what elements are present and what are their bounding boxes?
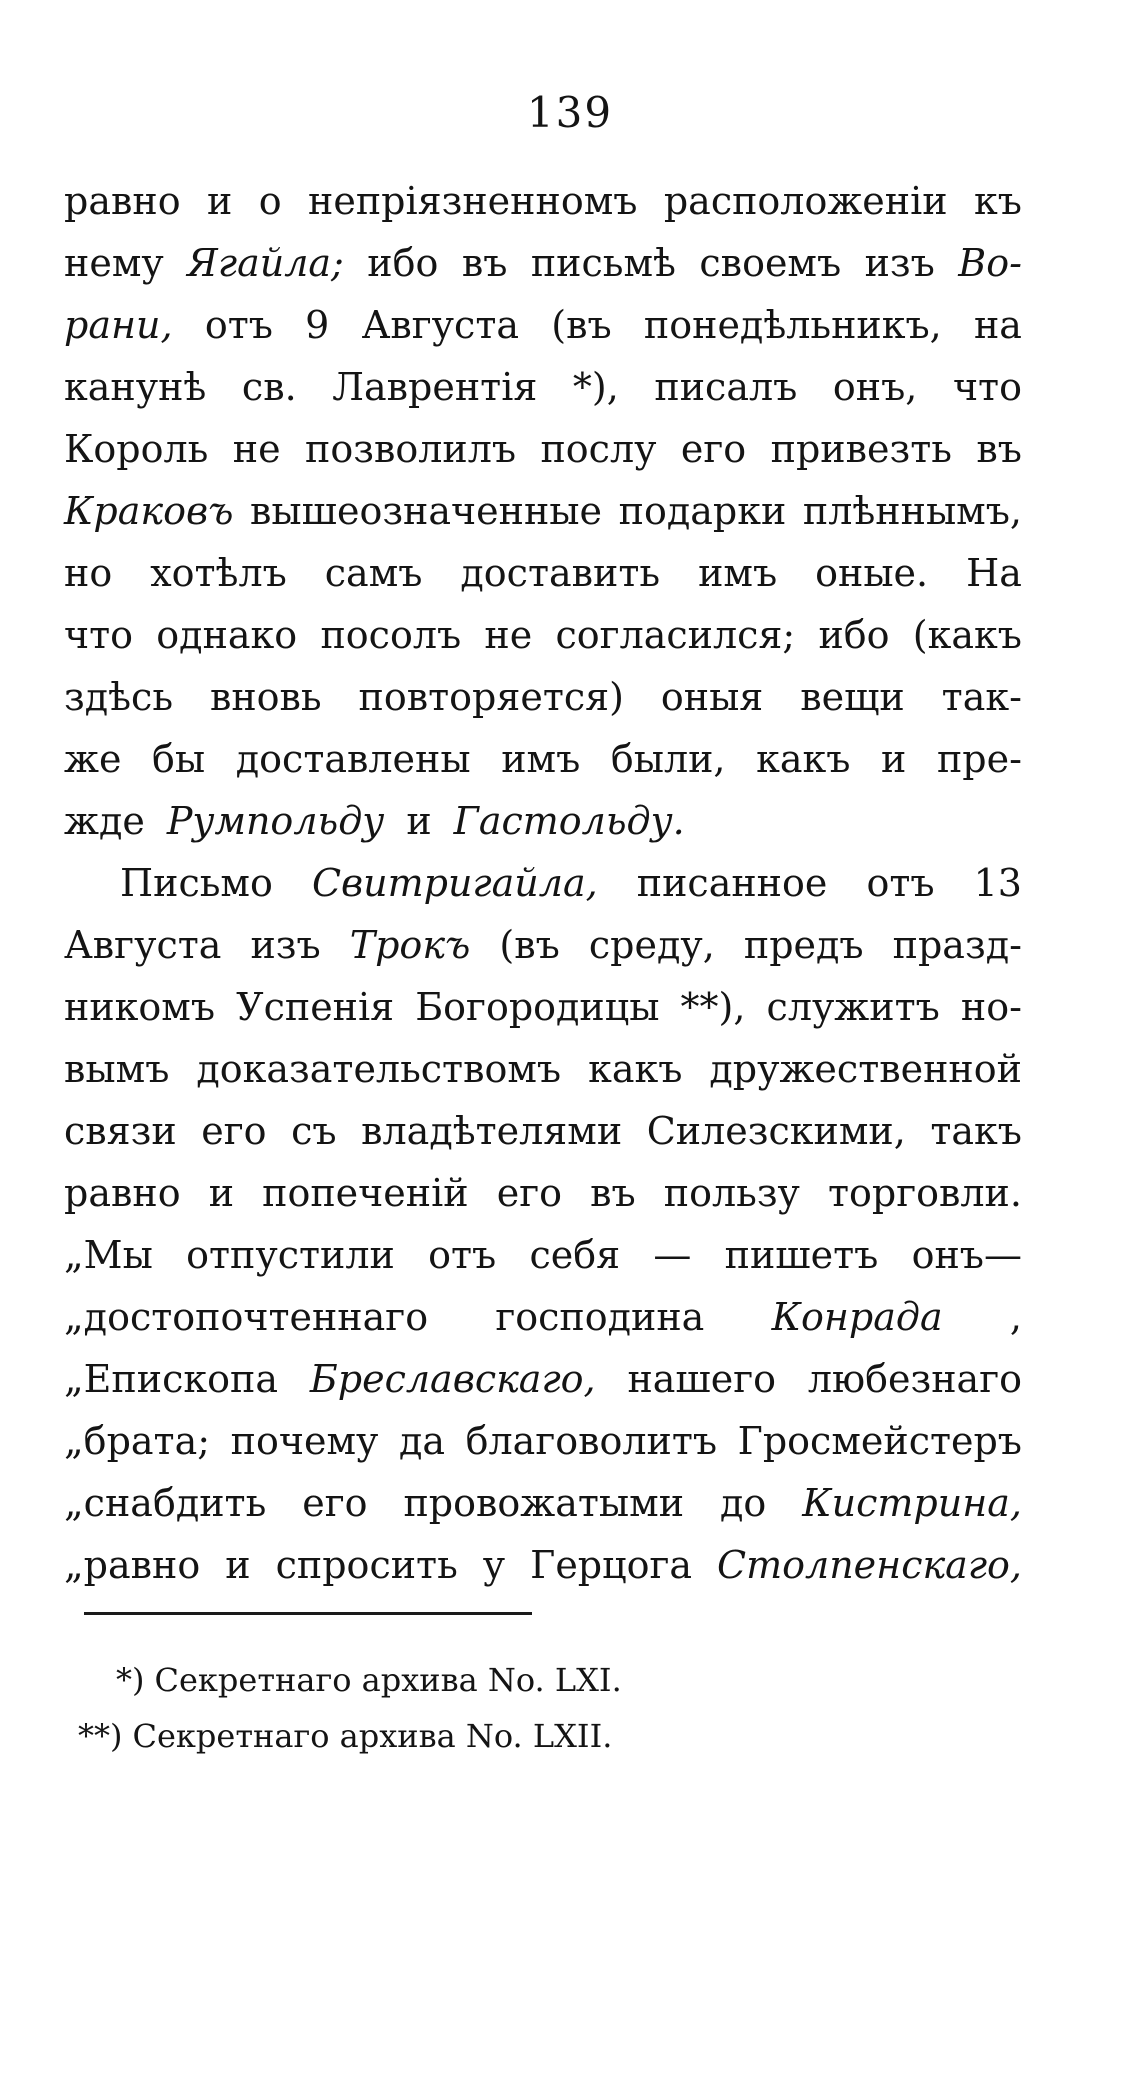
word: любезнаго <box>807 1357 1022 1401</box>
text-line <box>64 1410 1022 1472</box>
page-number: 139 <box>526 88 614 137</box>
word: 13 <box>973 861 1022 905</box>
word: понедѣльникъ, <box>643 303 942 347</box>
word: „снабдить <box>64 1481 267 1525</box>
word: нашего <box>627 1357 777 1401</box>
text-line <box>64 1162 1022 1224</box>
word: повторяется) <box>358 675 624 719</box>
word: Герцога <box>530 1543 693 1587</box>
text-line <box>64 666 1022 728</box>
word: но- <box>960 985 1022 1029</box>
word: пишетъ <box>724 1233 879 1277</box>
word: связи <box>64 1109 177 1153</box>
word: оныя <box>660 675 764 719</box>
word: же <box>64 737 122 781</box>
word: вымъ <box>64 1047 170 1091</box>
word: служитъ <box>766 985 940 1029</box>
word: *), <box>572 365 619 409</box>
word: но <box>64 551 113 595</box>
word: вышеозначенные <box>250 489 603 533</box>
word: св. <box>241 365 297 409</box>
word: ибо <box>367 241 439 285</box>
word: нему <box>64 241 164 285</box>
word: **), <box>680 985 746 1029</box>
word: о <box>258 179 282 223</box>
word: доставить <box>460 551 661 595</box>
word: въ <box>590 1171 636 1215</box>
word: Трокъ <box>349 923 471 967</box>
text-line <box>64 418 1022 480</box>
word: так- <box>941 675 1022 719</box>
word: рани, <box>64 303 173 347</box>
word: , <box>1009 1295 1022 1339</box>
word: среду, <box>588 923 715 967</box>
word: Краковъ <box>64 489 234 533</box>
word: у <box>482 1543 506 1587</box>
word: привезть <box>770 427 952 471</box>
word: Конрада <box>771 1295 943 1339</box>
word: Бреславскаго, <box>309 1357 596 1401</box>
text-line <box>64 1038 1022 1100</box>
word: Ягайла; <box>187 241 344 285</box>
word: въ <box>976 427 1022 471</box>
word: „Епископа <box>64 1357 278 1401</box>
footnote-text: Секретнаго архива No. LXII. <box>132 1717 613 1755</box>
word: отъ <box>866 861 935 905</box>
word: (какъ <box>912 613 1022 657</box>
word: отпустили <box>186 1233 395 1277</box>
word: согласился; <box>555 613 796 657</box>
word: какъ <box>756 737 851 781</box>
word: (въ <box>499 923 560 967</box>
word: подарки <box>618 489 787 533</box>
word: послу <box>540 427 657 471</box>
text-line <box>64 728 1022 790</box>
word: что <box>64 613 134 657</box>
word: Августа <box>361 303 519 347</box>
text-line <box>64 976 1022 1038</box>
word: отъ <box>204 303 273 347</box>
word: Гастольду. <box>453 799 685 843</box>
word: Августа <box>64 923 222 967</box>
word: позволилъ <box>305 427 517 471</box>
word: въ <box>461 241 508 285</box>
word: доказательствомъ <box>196 1047 562 1091</box>
footnote <box>78 1708 978 1764</box>
text-line <box>64 232 1022 294</box>
word: 9 <box>305 303 330 347</box>
text-line <box>64 914 1022 976</box>
text-line <box>64 1224 1022 1286</box>
word: почему <box>230 1419 379 1463</box>
text-line <box>64 790 1022 852</box>
word: (въ <box>551 303 612 347</box>
text-line <box>64 294 1022 356</box>
text-line <box>64 170 1022 232</box>
word: писалъ <box>654 365 798 409</box>
word: и <box>207 179 233 223</box>
word: Лаврентія <box>332 365 538 409</box>
text-line <box>64 604 1022 666</box>
word: не <box>232 427 281 471</box>
word: пре- <box>936 737 1022 781</box>
word: его <box>496 1171 562 1215</box>
word: Румпольду <box>166 799 385 843</box>
word: его <box>201 1109 267 1153</box>
word: торговли. <box>828 1171 1022 1215</box>
word: оные. <box>815 551 929 595</box>
footnote-mark: **) <box>78 1717 123 1755</box>
footnote-mark: *) <box>116 1661 145 1699</box>
text-line <box>64 1472 1022 1534</box>
word: и <box>406 799 432 843</box>
word: „достопочтеннаго <box>64 1295 429 1339</box>
word: господина <box>495 1295 705 1339</box>
footnote <box>78 1652 978 1708</box>
word: расположеніи <box>663 179 948 223</box>
text-line <box>64 1100 1022 1162</box>
word: равно <box>64 179 181 223</box>
word: на <box>973 303 1022 347</box>
word: бы <box>152 737 206 781</box>
word: жде <box>64 799 145 843</box>
word: Успенія <box>236 985 395 1029</box>
word: празд- <box>892 923 1022 967</box>
word: вновь <box>209 675 322 719</box>
word: пользу <box>663 1171 800 1215</box>
word: самъ <box>324 551 423 595</box>
word: Во- <box>958 241 1022 285</box>
word: „равно <box>64 1543 201 1587</box>
word: себя <box>529 1233 621 1277</box>
text-line <box>64 852 1022 914</box>
word: онъ— <box>911 1233 1022 1277</box>
word: спросить <box>275 1543 458 1587</box>
word: ибо <box>818 613 890 657</box>
word: такъ <box>930 1109 1022 1153</box>
word: его <box>680 427 747 471</box>
text-line <box>64 480 1022 542</box>
word: къ <box>974 179 1022 223</box>
word: и <box>225 1543 251 1587</box>
word: попеченій <box>262 1171 469 1215</box>
word: съ <box>291 1109 337 1153</box>
word: равно <box>64 1171 181 1215</box>
text-line <box>64 1534 1022 1596</box>
word: Свитригайла, <box>311 861 598 905</box>
word: своемъ <box>699 241 842 285</box>
word: благоволитъ <box>465 1419 718 1463</box>
word: Силезскими, <box>646 1109 906 1153</box>
word: доставлены <box>235 737 471 781</box>
body-text <box>64 170 1022 1596</box>
word: писанное <box>636 861 828 905</box>
word: „брата; <box>64 1419 211 1463</box>
text-line <box>64 542 1022 604</box>
word: Кистрина, <box>802 1481 1022 1525</box>
word: его <box>302 1481 368 1525</box>
word: отъ <box>428 1233 497 1277</box>
word: вещи <box>800 675 905 719</box>
word: и <box>881 737 907 781</box>
word: что <box>952 365 1022 409</box>
word: Король <box>64 427 209 471</box>
word: письмѣ <box>530 241 676 285</box>
word: какъ <box>588 1047 683 1091</box>
word: имъ <box>501 737 581 781</box>
word: онъ, <box>832 365 918 409</box>
footnote-text: Секретнаго архива No. LXI. <box>154 1661 622 1699</box>
word: и <box>208 1171 235 1215</box>
word: — <box>653 1233 692 1277</box>
word: Гросмейстеръ <box>737 1419 1022 1463</box>
word: Столпенскаго, <box>717 1543 1022 1587</box>
word: изъ <box>250 923 321 967</box>
word: Богородицы <box>415 985 660 1029</box>
word: однако <box>156 613 298 657</box>
word: до <box>719 1481 767 1525</box>
text-line <box>64 1348 1022 1410</box>
footnote-divider <box>84 1612 532 1615</box>
word: хотѣлъ <box>150 551 287 595</box>
footnotes <box>78 1652 978 1764</box>
word: канунѣ <box>64 365 207 409</box>
word: да <box>398 1419 446 1463</box>
word: Письмо <box>120 861 273 905</box>
word: были, <box>610 737 726 781</box>
word: никомъ <box>64 985 216 1029</box>
word: провожатыми <box>403 1481 685 1525</box>
word: На <box>966 551 1022 595</box>
word: дружественной <box>709 1047 1022 1091</box>
text-line <box>64 356 1022 418</box>
text-line <box>64 1286 1022 1348</box>
word: плѣннымъ, <box>802 489 1022 533</box>
word: имъ <box>698 551 778 595</box>
word: изъ <box>864 241 935 285</box>
word: посолъ <box>320 613 462 657</box>
word: предъ <box>743 923 864 967</box>
word: не <box>484 613 533 657</box>
word: владѣтелями <box>361 1109 623 1153</box>
word: непріязненномъ <box>308 179 638 223</box>
word: здѣсь <box>64 675 174 719</box>
word: „Мы <box>64 1233 153 1277</box>
